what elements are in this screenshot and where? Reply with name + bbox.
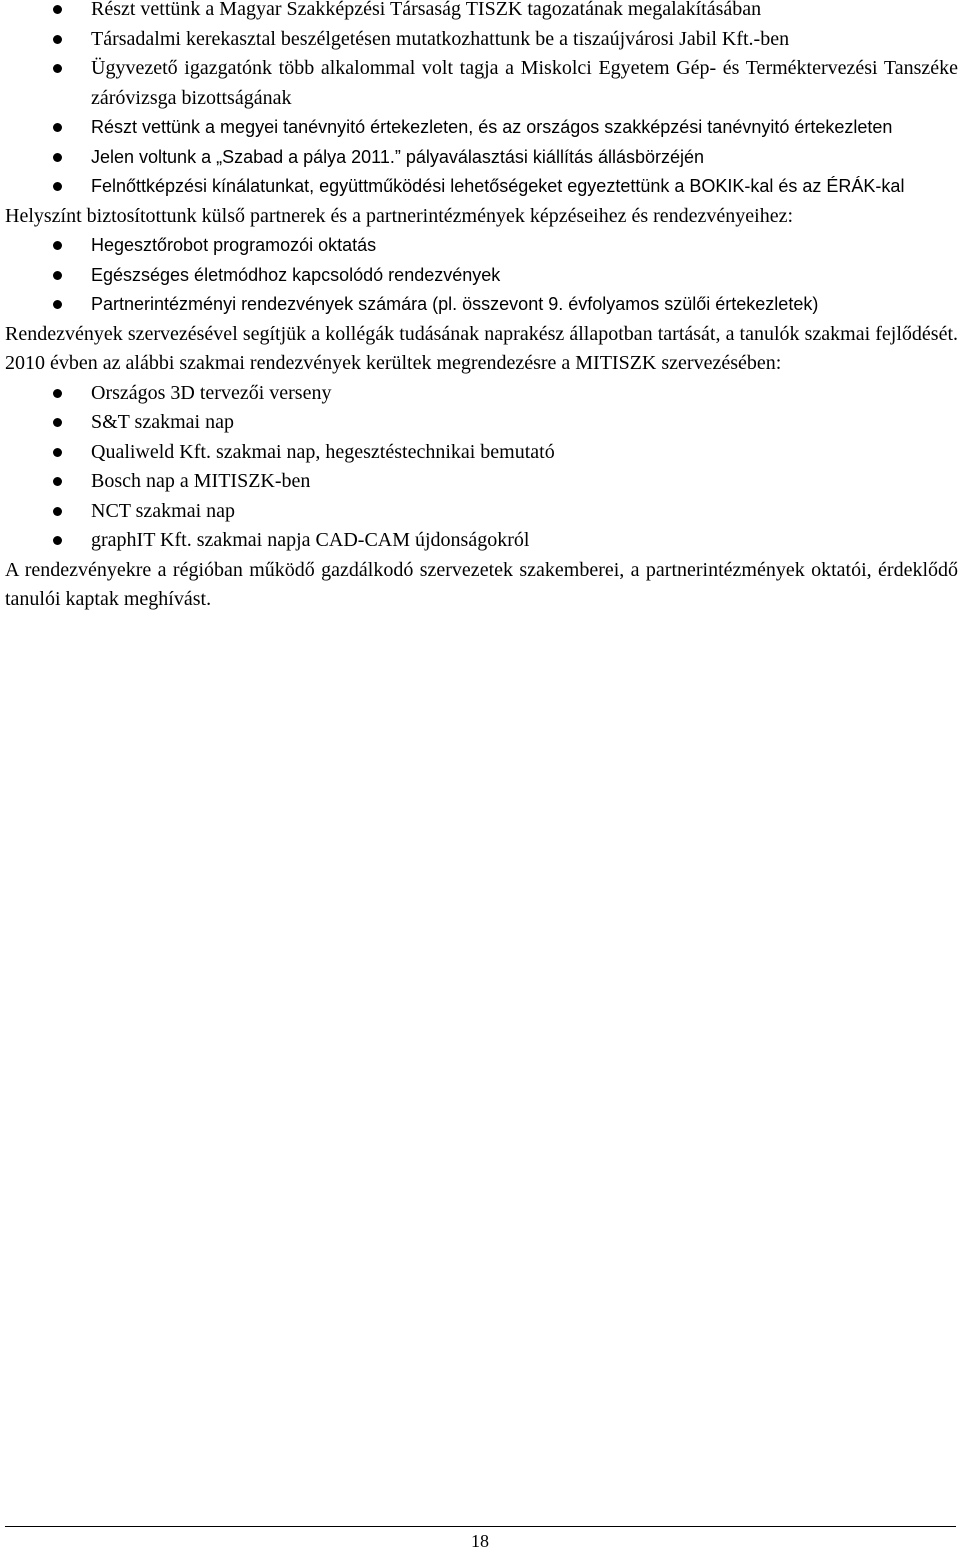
list-item: Ügyvezető igazgatónk több alkalommal volt tagja a Miskolci Egyetem Gép- és Terméktervezési Tanszéke záróvizsga bizottságának: [5, 54, 958, 113]
bullet-icon: [53, 5, 62, 14]
list-item: Társadalmi kerekasztal beszélgetésen mutatkozhattunk be a tiszaújvárosi Jabil Kft.-ben: [5, 25, 958, 55]
list-item: Felnőttképzési kínálatunkat, együttműködési lehetőségeket egyeztettünk a BOKIK-kal és az ÉRÁK-kal: [5, 172, 958, 202]
bullet-icon: [53, 123, 62, 132]
list-item: Részt vettünk a Magyar Szakképzési Társaság TISZK tagozatának megalakításában: [5, 0, 958, 25]
bullet-icon: [53, 153, 62, 162]
bullet-icon: [53, 448, 62, 457]
paragraph-events: Rendezvények szervezésével segítjük a kollégák tudásának naprakész állapotban tartását, a tanulók szakmai fejlődését. 2010 évben az alábbi szakmai rendezvények kerültek megrendezésre a MITISZK szervezésében:: [5, 322, 958, 374]
footer-divider: [5, 1526, 956, 1527]
page-content: [5, 0, 958, 615]
bullet-list-venues: [5, 231, 958, 320]
list-item: Jelen voltunk a „Szabad a pálya 2011.” pályaválasztási kiállítás állásbörzéjén: [5, 143, 958, 173]
list-item: graphIT Kft. szakmai napja CAD-CAM újdonságokról: [5, 526, 958, 556]
list-item: Egészséges életmódhoz kapcsolódó rendezvények: [5, 261, 958, 291]
bullet-icon: [53, 182, 62, 191]
list-item: Országos 3D tervezői verseny: [5, 379, 958, 409]
list-item: Bosch nap a MITISZK-ben: [5, 467, 958, 497]
list-item: Partnerintézményi rendezvények számára (pl. összevont 9. évfolyamos szülői értekezletek): [5, 290, 958, 320]
bullet-icon: [53, 389, 62, 398]
bullet-icon: [53, 536, 62, 545]
list-item: Hegesztőrobot programozói oktatás: [5, 231, 958, 261]
bullet-list-activities: [5, 0, 958, 202]
list-item: S&T szakmai nap: [5, 408, 958, 438]
bullet-icon: [53, 507, 62, 516]
bullet-icon: [53, 35, 62, 44]
paragraph-invitations: A rendezvényekre a régióban működő gazdálkodó szervezetek szakemberei, a partnerintézmények oktatói, érdeklődő tanulói kaptak meghívást.: [5, 558, 958, 610]
list-item: Részt vettünk a megyei tanévnyitó értekezleten, és az országos szakképzési tanévnyitó értekezleten: [5, 113, 958, 143]
bullet-icon: [53, 64, 62, 73]
bullet-icon: [53, 271, 62, 280]
page-number: 18: [471, 1531, 489, 1551]
paragraph-venues: Helyszínt biztosítottunk külső partnerek és a partnerintézmények képzéseihez és rendezvényeihez:: [5, 204, 794, 227]
bullet-icon: [53, 418, 62, 427]
bullet-icon: [53, 477, 62, 486]
bullet-icon: [53, 300, 62, 309]
bullet-icon: [53, 241, 62, 250]
list-item: NCT szakmai nap: [5, 497, 958, 527]
bullet-list-events: [5, 379, 958, 556]
list-item: Qualiweld Kft. szakmai nap, hegesztéstechnikai bemutató: [5, 438, 958, 468]
